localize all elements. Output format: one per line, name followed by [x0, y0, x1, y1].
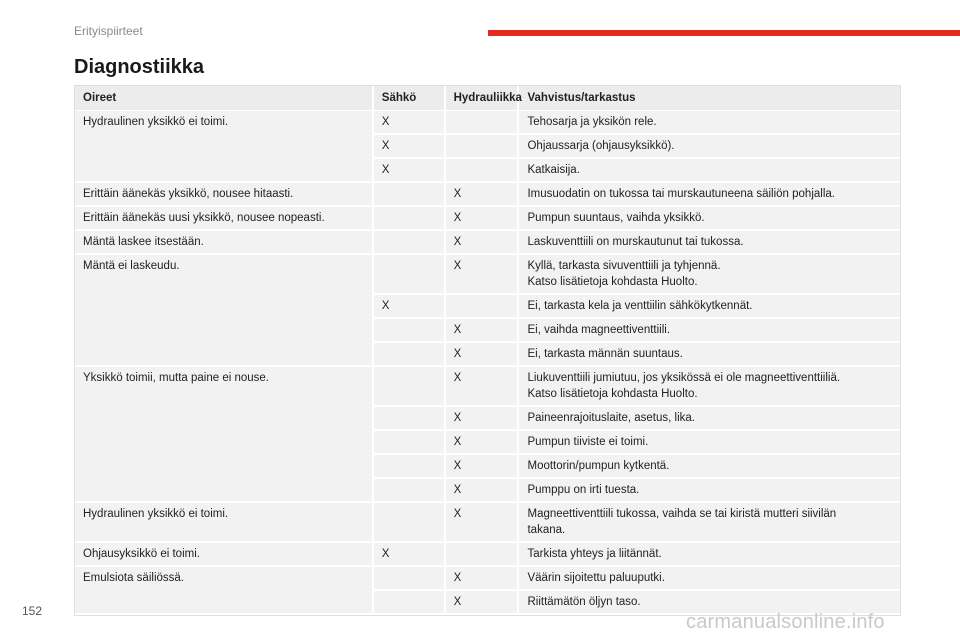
hydraulic-cell: X: [444, 479, 518, 503]
check-cell: [517, 367, 900, 407]
check-text: Pumpun suuntaus, vaihda yksikkö.: [527, 212, 705, 224]
diagnostics-table: [74, 85, 901, 616]
electric-cell: [372, 591, 444, 615]
hydraulic-cell: X: [444, 455, 518, 479]
column-header-electric: Sähkö: [372, 86, 444, 111]
symptom-cell: Yksikkö toimii, mutta paine ei nouse.: [75, 367, 372, 503]
electric-cell: [372, 567, 444, 591]
hydraulic-cell: X: [444, 367, 518, 407]
hydraulic-cell: X: [444, 207, 518, 231]
table-row: [75, 543, 900, 567]
symptom-cell: Erittäin äänekäs uusi yksikkö, nousee nopeasti.: [75, 207, 372, 231]
hydraulic-cell: X: [444, 255, 518, 295]
check-text-line2: takana.: [527, 524, 566, 536]
check-cell: [517, 231, 900, 255]
electric-cell: [372, 455, 444, 479]
check-text: Tehosarja ja yksikön rele.: [527, 116, 657, 128]
check-cell: [517, 343, 900, 367]
table-row: [75, 207, 900, 231]
check-text: Katkaisija.: [527, 164, 580, 176]
electric-cell: [372, 319, 444, 343]
hydraulic-cell: [444, 543, 518, 567]
check-cell: [517, 319, 900, 343]
electric-cell: [372, 231, 444, 255]
electric-cell: [372, 255, 444, 295]
electric-cell: [372, 407, 444, 431]
electric-cell: X: [372, 111, 444, 135]
table-row: [75, 183, 900, 207]
check-text: Moottorin/pumpun kytkentä.: [527, 460, 670, 472]
check-text-line2: Katso lisätietoja kohdasta Huolto.: [527, 388, 698, 400]
electric-cell: [372, 343, 444, 367]
check-text: Imusuodatin on tukossa tai murskautuneena säiliön pohjalla.: [527, 188, 835, 200]
table-row: [75, 255, 900, 295]
electric-cell: [372, 503, 444, 543]
check-cell: [517, 407, 900, 431]
check-text: Paineenrajoituslaite, asetus, lika.: [527, 412, 695, 424]
hydraulic-cell: [444, 135, 518, 159]
hydraulic-cell: X: [444, 503, 518, 543]
table-row: [75, 567, 900, 591]
table-header-row: [75, 86, 900, 111]
hydraulic-cell: X: [444, 183, 518, 207]
header-accent-bar: [488, 30, 960, 36]
table-row: [75, 503, 900, 543]
watermark: carmanualsonline.info: [686, 611, 885, 633]
electric-cell: X: [372, 295, 444, 319]
table-body: [75, 111, 900, 615]
electric-cell: [372, 207, 444, 231]
symptom-cell: Mäntä ei laskeudu.: [75, 255, 372, 367]
hydraulic-cell: [444, 111, 518, 135]
table-row: [75, 231, 900, 255]
hydraulic-cell: X: [444, 591, 518, 615]
column-header-symptoms: Oireet: [75, 86, 372, 111]
check-cell: [517, 543, 900, 567]
check-text: Ohjaussarja (ohjausyksikkö).: [527, 140, 675, 152]
electric-cell: [372, 479, 444, 503]
column-header-hydraulic: Hydrauliikka: [444, 86, 518, 111]
check-text: Kyllä, tarkasta sivuventtiili ja tyhjennä.: [527, 260, 721, 272]
electric-cell: X: [372, 159, 444, 183]
symptom-cell: Hydraulinen yksikkö ei toimi.: [75, 503, 372, 543]
page-number: 152: [22, 604, 43, 618]
symptom-cell: Hydraulinen yksikkö ei toimi.: [75, 111, 372, 183]
electric-cell: [372, 431, 444, 455]
check-text: Pumppu on irti tuesta.: [527, 484, 640, 496]
symptom-cell: Mäntä laskee itsestään.: [75, 231, 372, 255]
check-text: Magneettiventtiili tukossa, vaihda se tai kiristä mutteri siivilän: [527, 508, 837, 520]
hydraulic-cell: X: [444, 431, 518, 455]
check-cell: [517, 431, 900, 455]
table-row: [75, 111, 900, 135]
check-cell: [517, 455, 900, 479]
check-cell: [517, 135, 900, 159]
check-cell: [517, 295, 900, 319]
check-text: Ei, tarkasta kela ja venttiilin sähkökytkennät.: [527, 300, 753, 312]
symptom-cell: Erittäin äänekäs yksikkö, nousee hitaasti.: [75, 183, 372, 207]
electric-cell: [372, 367, 444, 407]
check-cell: [517, 111, 900, 135]
check-text-line2: Katso lisätietoja kohdasta Huolto.: [527, 276, 698, 288]
symptom-cell: Emulsiota säiliössä.: [75, 567, 372, 615]
electric-cell: X: [372, 135, 444, 159]
page-title: Diagnostiikka: [74, 56, 205, 78]
check-cell: [517, 479, 900, 503]
symptom-cell: Ohjausyksikkö ei toimi.: [75, 543, 372, 567]
hydraulic-cell: [444, 159, 518, 183]
hydraulic-cell: X: [444, 407, 518, 431]
hydraulic-cell: [444, 295, 518, 319]
table-row: [75, 367, 900, 407]
check-cell: [517, 567, 900, 591]
check-text: Laskuventtiili on murskautunut tai tukossa.: [527, 236, 744, 248]
check-text: Ei, vaihda magneettiventtiili.: [527, 324, 671, 336]
electric-cell: [372, 183, 444, 207]
check-text: Ei, tarkasta männän suuntaus.: [527, 348, 683, 360]
hydraulic-cell: X: [444, 231, 518, 255]
hydraulic-cell: X: [444, 343, 518, 367]
check-cell: [517, 255, 900, 295]
check-cell: [517, 207, 900, 231]
check-text: Pumpun tiiviste ei toimi.: [527, 436, 649, 448]
check-cell: [517, 183, 900, 207]
check-text: Väärin sijoitettu paluuputki.: [527, 572, 665, 584]
check-text: Liukuventtiili jumiutuu, jos yksikössä ei ole magneettiventtiiliä.: [527, 372, 841, 384]
check-cell: [517, 159, 900, 183]
hydraulic-cell: X: [444, 567, 518, 591]
hydraulic-cell: X: [444, 319, 518, 343]
electric-cell: X: [372, 543, 444, 567]
column-header-check: Vahvistus/tarkastus: [517, 86, 900, 111]
section-label: Erityispiirteet: [74, 24, 143, 38]
check-cell: [517, 503, 900, 543]
check-text: Tarkista yhteys ja liitännät.: [527, 548, 662, 560]
check-text: Riittämätön öljyn taso.: [527, 596, 641, 608]
